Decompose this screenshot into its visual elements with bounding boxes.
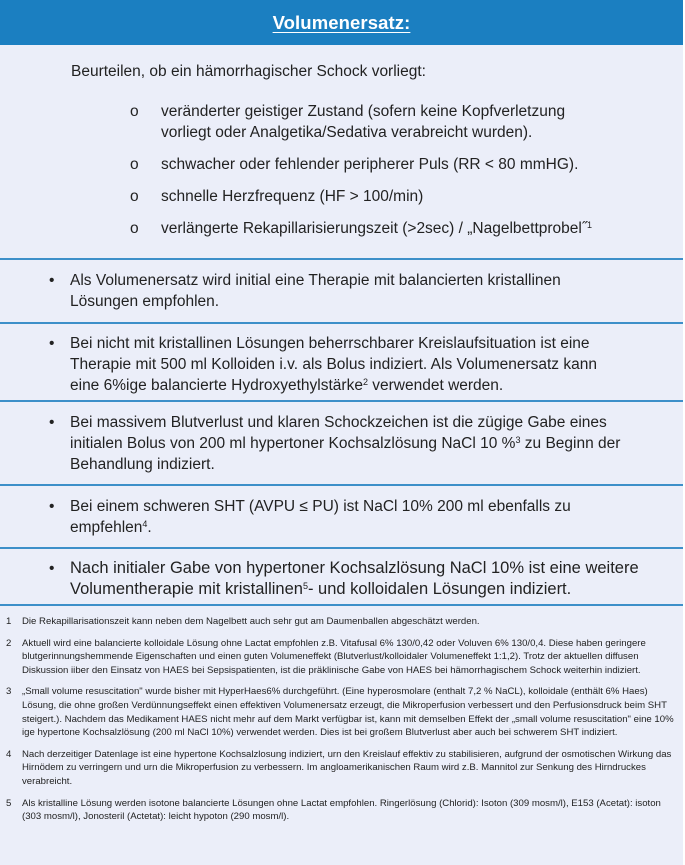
header-bar [0, 0, 683, 45]
assessment-criteria-list [0, 101, 683, 239]
criterion-text: veränderter geistiger Zustand (sofern keine Kopfverletzung vorliegt oder Analgetika/Sedativa verabreicht wurden). [161, 103, 566, 141]
footnote-item [0, 748, 683, 789]
bullet-icon: • [49, 335, 55, 352]
footnote-item [0, 615, 683, 629]
recommendation-box-3 [0, 402, 683, 486]
recommendation-text [70, 333, 630, 396]
footnote-text: Die Rekapillarisationszeit kann neben dem Nagelbett auch sehr gut am Daumenballen abgeschätzt werden. [22, 616, 480, 627]
footnote-text: Als kristalline Lösung werden isotone balancierte Lösungen ohne Lactat empfohlen. Ringerlösung (Chlorid): Isoton (309 mosm/l), E153 (Acetat): isoton (303 mosm/l), Jonosteril (Actetat): leicht hypoton (290 mosm/l). [22, 797, 661, 823]
footnote-ref: 3 [515, 435, 521, 445]
criterion-text-body: verlängerte Rekapillarisierungszeit (>2sec) / „Nagelbettprobel˝ [161, 220, 588, 237]
list-item [130, 154, 683, 175]
footnote-item [0, 797, 683, 824]
footnote-number: 1 [6, 616, 12, 627]
footnote-number: 5 [6, 797, 12, 809]
bullet-icon: • [49, 272, 55, 289]
text-part: . [147, 519, 152, 536]
text-part: Bei einem schweren SHT (AVPU ≤ PU) ist NaCl 10% 200 ml ebenfalls zu empfehlen [70, 498, 571, 536]
footnote-number: 4 [6, 748, 12, 760]
text-part: - und kolloidalen Lösungen indiziert. [307, 580, 572, 598]
criterion-text: schnelle Herzfrequenz (HF > 100/min) [161, 188, 424, 205]
circle-bullet-icon: o [130, 156, 139, 173]
recommendation-text [70, 412, 630, 475]
list-item [130, 186, 683, 207]
text-part: zu Beginn der Behandlung indiziert. [70, 435, 621, 473]
circle-bullet-icon: o [130, 188, 139, 205]
bullet-icon: • [49, 414, 55, 431]
text-part: Bei massivem Blutverlust und klaren Schockzeichen ist die zügige Gabe eines initialen Bolus von 200 ml hypertoner Kochsalzlösung NaCl 10 % [70, 414, 607, 452]
recommendation-box-1 [0, 260, 683, 324]
footnote-ref: 4 [142, 519, 148, 529]
footnote-item [0, 637, 683, 678]
list-item [130, 218, 683, 239]
footnotes [0, 606, 683, 824]
footnote-number: 2 [6, 637, 12, 649]
criterion-text [161, 218, 611, 239]
recommendation-box-5 [0, 549, 683, 606]
footnote-text: „Small volume resuscitation" wurde bisher mit HyperHaes6% durchgeführt. (Eine hyperosmolare (enthalt 7,2 % NaCL), kolloidale (enthält 6% Haes) Lösung, die ohne großen Verdünnungseffekt einen effektiven Volumenersatz erzeugt, die Mikroperfusion verbessert und den Perfusionsdruck beim SHT steigert.). Nachdem das Medikament HAES nicht mehr auf dem Markt verfügbar ist, kann mit demselben Effekt der „small volume resuscitation" eine 10% ige hypertone Kochsalzlösung (200 ml NaCl 10%) verwendet werden. Dies ist bei großem Blutverlust aber auch bei schwerem SHT indiziert. [22, 686, 674, 739]
bullet-icon: • [49, 560, 55, 577]
shock-assessment-section [0, 45, 683, 260]
text-part: Bei nicht mit kristallinen Lösungen beherrschbarer Kreislaufsituation ist eine Therapie mit 500 ml Kolloiden i.v. als Bolus indiziert. Als Volumenersatz kann eine 6%ige balancierte Hydroxyethylstärke [70, 335, 597, 394]
footnote-ref: 2 [362, 377, 368, 387]
footnote-item [0, 685, 683, 739]
footnote-ref: 5 [302, 581, 308, 591]
criterion-text: schwacher oder fehlender peripherer Puls (RR < 80 mmHG). [161, 156, 579, 173]
page-title: Volumenersatz: [272, 11, 411, 33]
footnote-number: 3 [6, 686, 12, 698]
assessment-intro: Beurteilen, ob ein hämorrhagischer Schock vorliegt: [71, 63, 426, 80]
recommendation-box-4 [0, 486, 683, 549]
recommendation-text [70, 558, 670, 600]
footnote-ref: 1 [587, 220, 593, 230]
text-part: Nach initialer Gabe von hypertoner Kochsalzlösung NaCl 10% ist eine weitere Volumentherapie mit kristallinen [70, 559, 639, 598]
list-item [130, 101, 683, 143]
circle-bullet-icon: o [130, 103, 139, 120]
bullet-icon: • [49, 498, 55, 515]
text-part: verwendet werden. [367, 377, 504, 394]
recommendation-text: Als Volumenersatz wird initial eine Therapie mit balancierten kristallinen Lösungen empfohlen. [70, 272, 561, 310]
circle-bullet-icon: o [130, 220, 139, 237]
footnote-text: Aktuell wird eine balancierte kolloidale Lösung ohne Lactat empfohlen z.B. Vitafusal 6% 130/0,42 oder Voluven 6% 130/0,4. Diese haben geringere blutgerinnungshemmende Eigenschaften und einen guten Volumeneffekt (Blutverlust/kolloidaler Volumeneffekt 1:1,2). Trotz der aktuellen diffusen Diskussion iiber den Einsatz von HAES bei Sepsispatienten, ist die präklinische Gabe von HAES bei hämorrhagischem Schock weiterhin indiziert. [22, 637, 646, 676]
recommendation-box-2 [0, 324, 683, 402]
recommendation-text [70, 496, 630, 538]
footnote-text: Nach derzeitiger Datenlage ist eine hypertone Kochsalzlosung indiziert, urn den Kreislauf effektiv zu stabilisieren, aufgrund der osmotischen Wirkung das Hirnödem zu verringern und urn die Mikroperfusion zu verbessern. Im angloamerikanischen Raum wird z.B. Mannitol zur Senkung des Hirndruckes verabreicht. [22, 748, 672, 787]
